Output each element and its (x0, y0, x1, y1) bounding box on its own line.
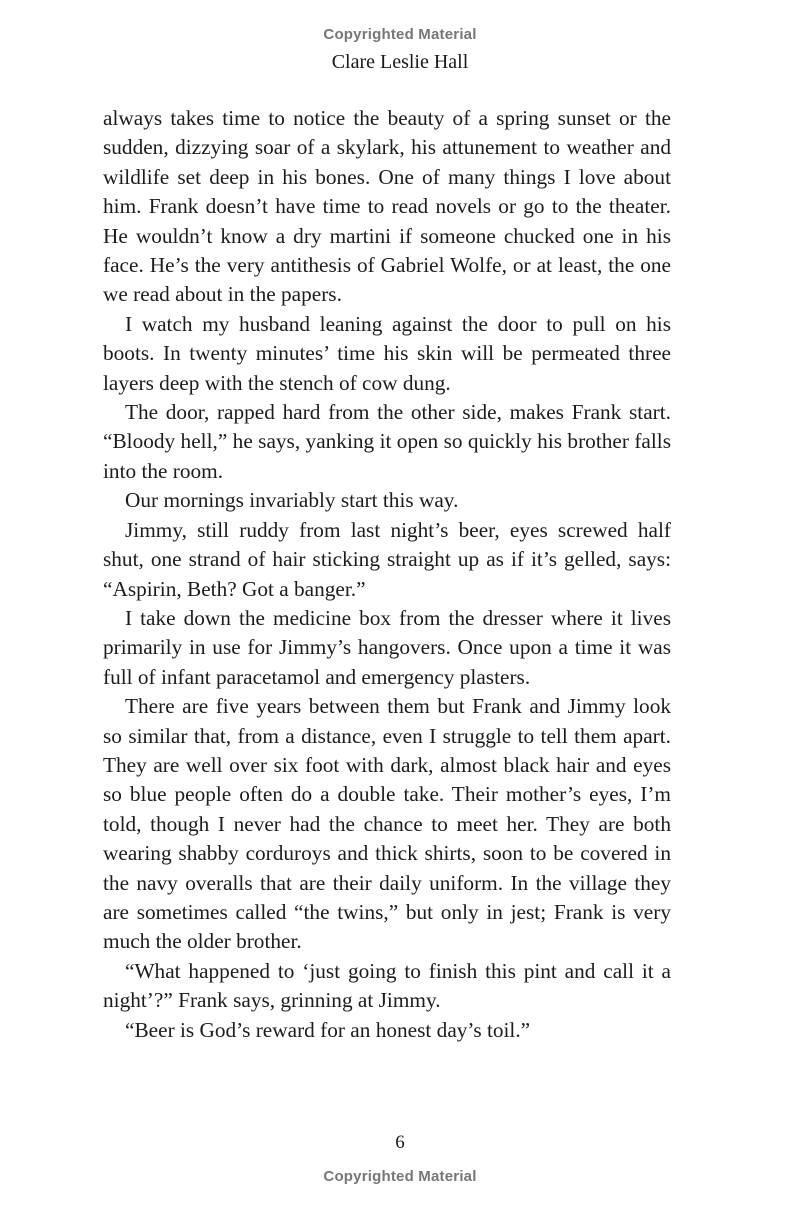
running-head-author: Clare Leslie Hall (331, 51, 469, 73)
paragraph-7: There are five years between them but Frank and Jimmy look so similar that, from a distance, even I struggle to tell them apart. They are well over six foot with dark, almost black hair and eyes so blue people often do a double take. Their mother’s eyes, I’m told, though I never had the chance to meet her. They are both wearing shabby corduroys and thick shirts, soon to be covered in the navy overalls that are their daily uniform. In the village they are sometimes called “the twins,” but only in jest; Frank is very much the older brother. (103, 694, 671, 954)
paragraph-2: I watch my husband leaning against the door to pull on his boots. In twenty minutes’ time his skin will be permeated three layers deep with the stench of cow dung. (103, 311, 671, 395)
paragraph-8: “What happened to ‘just going to finish this pint and call it a night’?” Frank says, grinning at Jimmy. (103, 958, 671, 1013)
body-text (103, 104, 671, 1045)
paragraph-6: I take down the medicine box from the dresser where it lives primarily in use for Jimmy’s hangovers. Once upon a time it was full of infant paracetamol and emergency plasters. (103, 605, 671, 689)
paragraph-5: Jimmy, still ruddy from last night’s beer, eyes screwed half shut, one strand of hair sticking straight up as if it’s gelled, says: “Aspirin, Beth? Got a banger.” (103, 517, 671, 601)
paragraph-1: always takes time to notice the beauty of a spring sunset or the sudden, dizzying soar of a skylark, his attunement to weather and wildlife set deep in his bones. One of many things I love about him. Frank doesn’t have time to read novels or go to the theater. He wouldn’t know a dry martini if someone chucked one in his face. He’s the very antithesis of Gabriel Wolfe, or at least, the one we read about in the papers. (103, 106, 671, 307)
copyright-watermark-top: Copyrighted Material (323, 26, 477, 43)
paragraph-9: “Beer is God’s reward for an honest day’s toil.” (125, 1017, 531, 1042)
page-number: 6 (395, 1132, 405, 1153)
paragraph-3: The door, rapped hard from the other side, makes Frank start. “Bloody hell,” he says, yanking it open so quickly his brother falls into the room. (103, 400, 671, 483)
paragraph-4: Our mornings invariably start this way. (125, 488, 459, 513)
copyright-watermark-bottom: Copyrighted Material (323, 1168, 477, 1185)
